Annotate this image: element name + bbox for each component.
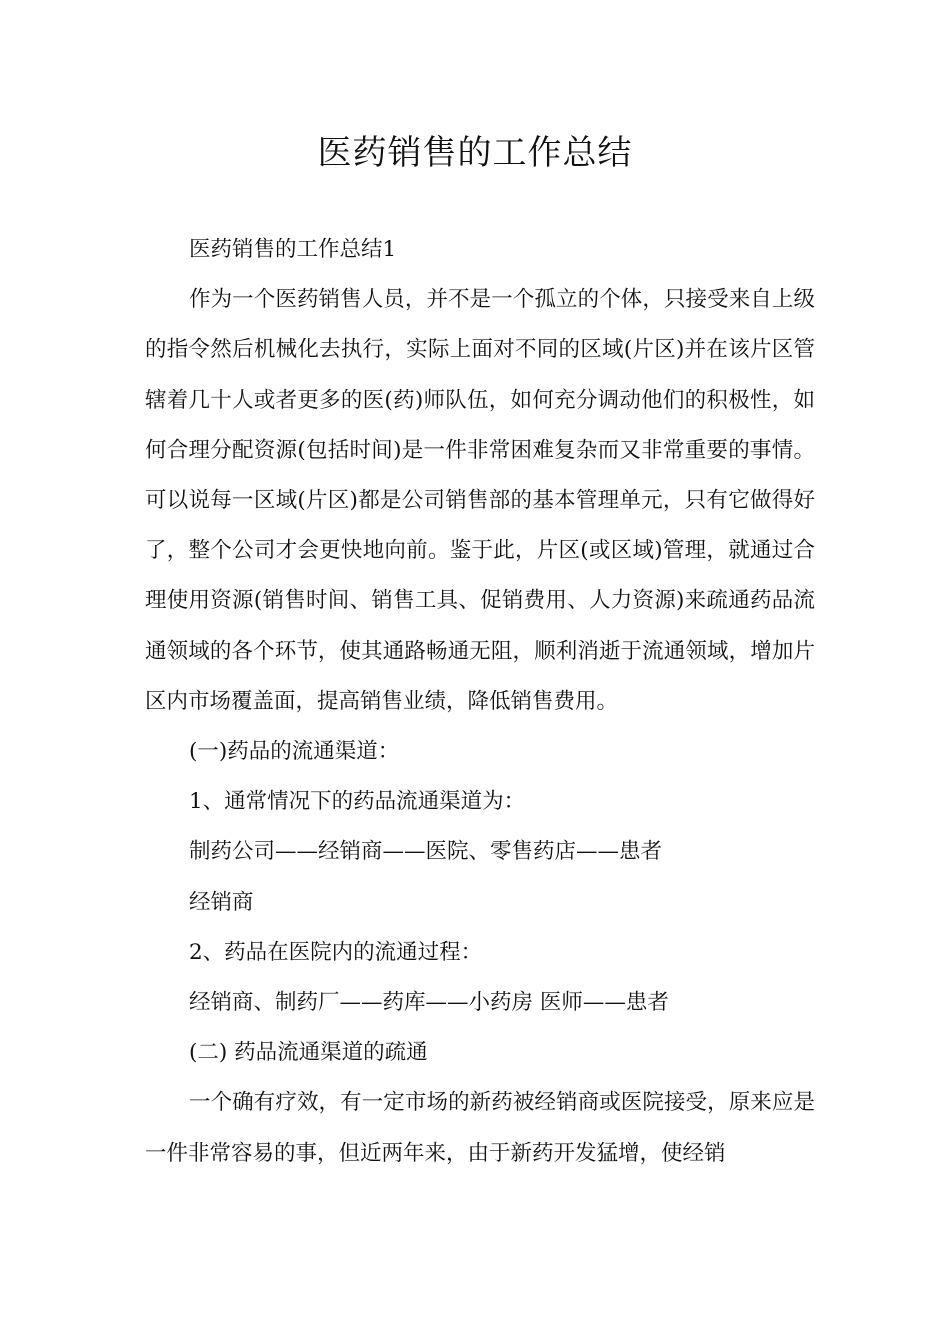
channel-flow-distributor: 经销商 xyxy=(189,889,254,915)
paragraph-intro: 作为一个医药销售人员，并不是一个孤立的个体，只接受来自上级的指令然后机械化去执行，实际上面对不同的区域(片区)并在该片区管辖着几十人或者更多的医(药)师队伍，如何充分调动他们的积极性，如何合理分配资源(包括时间)是一件非常困难复杂而又非常重要的事情。可以说每一区域(片区)都是公司销售部的基本管理单元，只有它做得好了，整个公司才会更快地向前。鉴于此，片区(或区域)管理，就通过合理使用资源(销售时间、销售工具、促销费用、人力资源)来疏通药品流通领域的各个环节，使其通路畅通无阻，顺利消逝于流通领域，增加片区内市场覆盖面，提高销售业绩，降低销售费用。 xyxy=(145,287,815,714)
channel-flow-hospital: 经销商、制药厂——药库——小药房 医师——患者 xyxy=(189,990,669,1016)
subheading-distribution-channels: (一)药品的流通渠道： xyxy=(189,739,400,765)
paragraph-new-drug: 一个确有疗效，有一定市场的新药被经销商或医院接受，原来应是一件非常容易的事，但近两年来，由于新药开发猛增，使经销 xyxy=(145,1090,815,1166)
list-item-channel-general: 1、通常情况下的药品流通渠道为： xyxy=(189,789,526,815)
list-item-channel-hospital: 2、药品在医院内的流通过程： xyxy=(189,939,483,965)
document-body xyxy=(145,225,815,1179)
section-heading: 医药销售的工作总结1 xyxy=(189,237,397,262)
document-title: 医药销售的工作总结 xyxy=(317,133,633,173)
subheading-channel-clearing: (二) 药品流通渠道的疏通 xyxy=(189,1040,428,1066)
channel-flow-general: 制药公司——经销商——医院、零售药店——患者 xyxy=(189,839,663,865)
